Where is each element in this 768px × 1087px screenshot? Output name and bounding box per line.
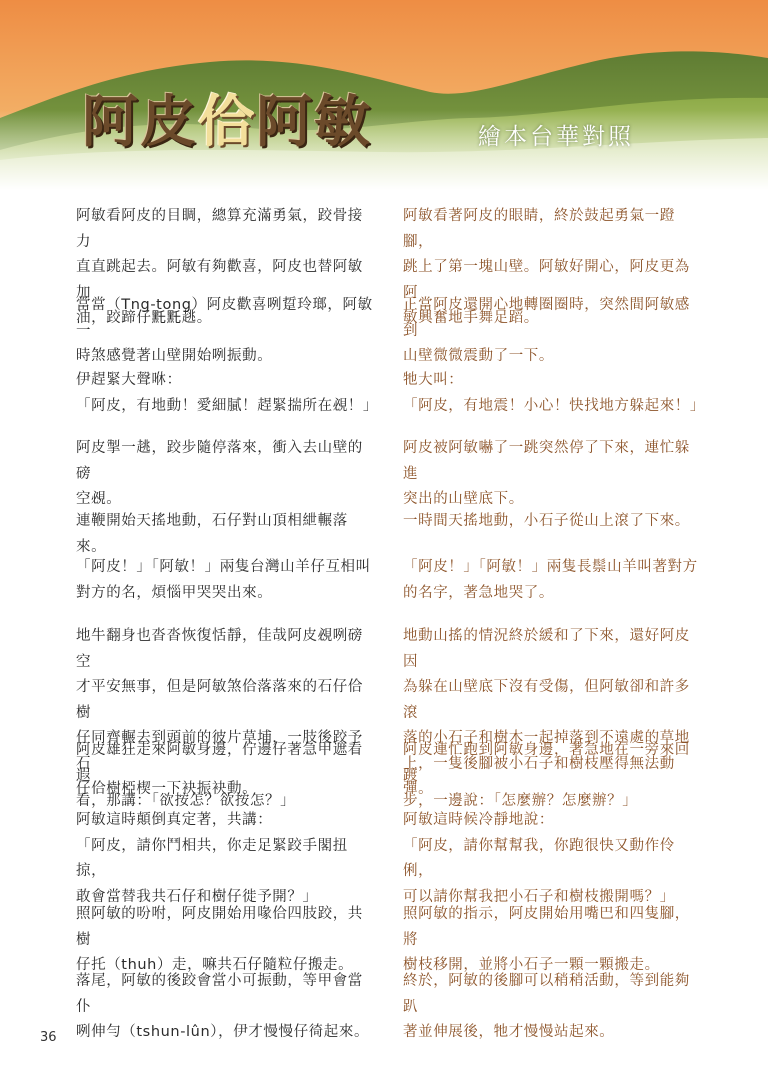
taiwanese-paragraph: 伊趕緊大聲咻： 「阿皮，有地動！愛細膩！趕緊揣所在覕！」 (76, 372, 378, 414)
chinese-paragraph: 一時間天搖地動，小石子從山上滾了下來。 (403, 513, 690, 529)
title-part-2: 佮 (198, 89, 256, 155)
chinese-paragraph: 地動山搖的情況終於緩和了下來，還好阿皮因 為躲在山壁底下沒有受傷，但阿敏卻和許多滾 落的小石子和樹木一起掉落到不遠處的草地 上，一隻後腳被小石子和樹枝壓得無法動彈。 (403, 628, 690, 797)
taiwanese-paragraph: 阿敏這時顛倒真定著，共講： 「阿皮，請你鬥相共，你走足緊跤手閣扭掠， 敢會當替我共石仔和樹仔徙予開？」 (76, 812, 348, 905)
chinese-paragraph: 正當阿皮還開心地轉圈圈時，突然間阿敏感到 山壁微微震動了一下。 (403, 297, 690, 364)
taiwanese-paragraph: 「阿皮！」「阿敏！」兩隻台灣山羊仔互相叫 對方的名，煩惱甲哭哭出來。 (76, 559, 371, 601)
taiwanese-paragraph: 阿敏看阿皮的目睭，總算充滿勇氣，跤骨接力 直直跳起去。阿敏有夠歡喜，阿皮也替阿敏加 油，跤蹄仔𪐞𪐞趒。 (76, 208, 363, 326)
header-illustration (0, 0, 768, 190)
taiwanese-paragraph: 落尾，阿敏的後跤會當小可振動，等甲會當仆 咧伸勻（tshun-lûn），伊才慢慢仔徛起來。 (76, 973, 370, 1040)
chinese-paragraph: 牠大叫： 「阿皮，有地震！小心！快找地方躲起來！」 (403, 372, 705, 414)
chinese-paragraph: 阿敏看著阿皮的眼睛，終於鼓起勇氣一蹬腳， 跳上了第一塊山壁。阿敏好開心，阿皮更為阿 敏興奮地手舞足蹈。 (403, 208, 690, 326)
chinese-paragraph: 「阿皮！」「阿敏！」兩隻長鬃山羊叫著對方 的名字，著急地哭了。 (403, 559, 698, 601)
chinese-paragraph: 終於，阿敏的後腳可以稍稍活動，等到能夠趴 著並伸展後，牠才慢慢站起來。 (403, 973, 690, 1040)
book-title (82, 86, 372, 158)
taiwanese-paragraph: 當當（Tng-tong）阿皮歡喜咧踅玲瑯，阿敏一 時煞感覺著山壁開始咧振動。 (76, 297, 373, 364)
chinese-paragraph: 照阿敏的指示，阿皮開始用嘴巴和四隻腳，將 樹枝移開，並將小石子一顆一顆搬走。 (403, 906, 690, 973)
taiwanese-paragraph: 阿皮雄狂走來阿敏身邊，佇邊仔著急甲遮看遐 看，那講：「欲按怎？欲按怎？」 (76, 742, 363, 809)
taiwanese-paragraph: 阿皮掣一趒，跤步隨停落來，衝入去山壁的磅 空覕。 (76, 440, 363, 507)
chinese-paragraph: 阿皮連忙跑到阿敏身邊，著急地在一旁來回踱 步，一邊說：「怎麼辦？怎麼辦？」 (403, 742, 690, 809)
taiwanese-paragraph: 地牛翻身也沓沓恢復恬靜，佳哉阿皮覕咧磅空 才平安無事，但是阿敏煞佮落落來的石仔佮樹 仔同齊輾去到頭前的彼片草埔，一肢後跤予石 仔佮樹椏楔一下袂振袂動。 (76, 628, 363, 797)
book-subtitle: 繪本台華對照 (478, 124, 634, 150)
chinese-paragraph: 阿敏這時候冷靜地說： 「阿皮，請你幫幫我，你跑很快又動作伶俐， 可以請你幫我把小石子和樹枝搬開嗎？」 (403, 812, 675, 905)
taiwanese-paragraph: 連鞭開始天搖地動，石仔對山頂相紲輾落來。 (76, 513, 348, 555)
title-part-3: 阿敏 (256, 89, 372, 155)
title-part-1: 阿皮 (82, 89, 198, 155)
taiwanese-paragraph: 照阿敏的吩咐，阿皮開始用喙佮四肢跤，共樹 仔托（thuh）走，嘛共石仔隨粒仔搬走。 (76, 906, 363, 973)
page-number: 36 (40, 1030, 57, 1045)
chinese-paragraph: 阿皮被阿敏嚇了一跳突然停了下來，連忙躲進 突出的山壁底下。 (403, 440, 690, 507)
